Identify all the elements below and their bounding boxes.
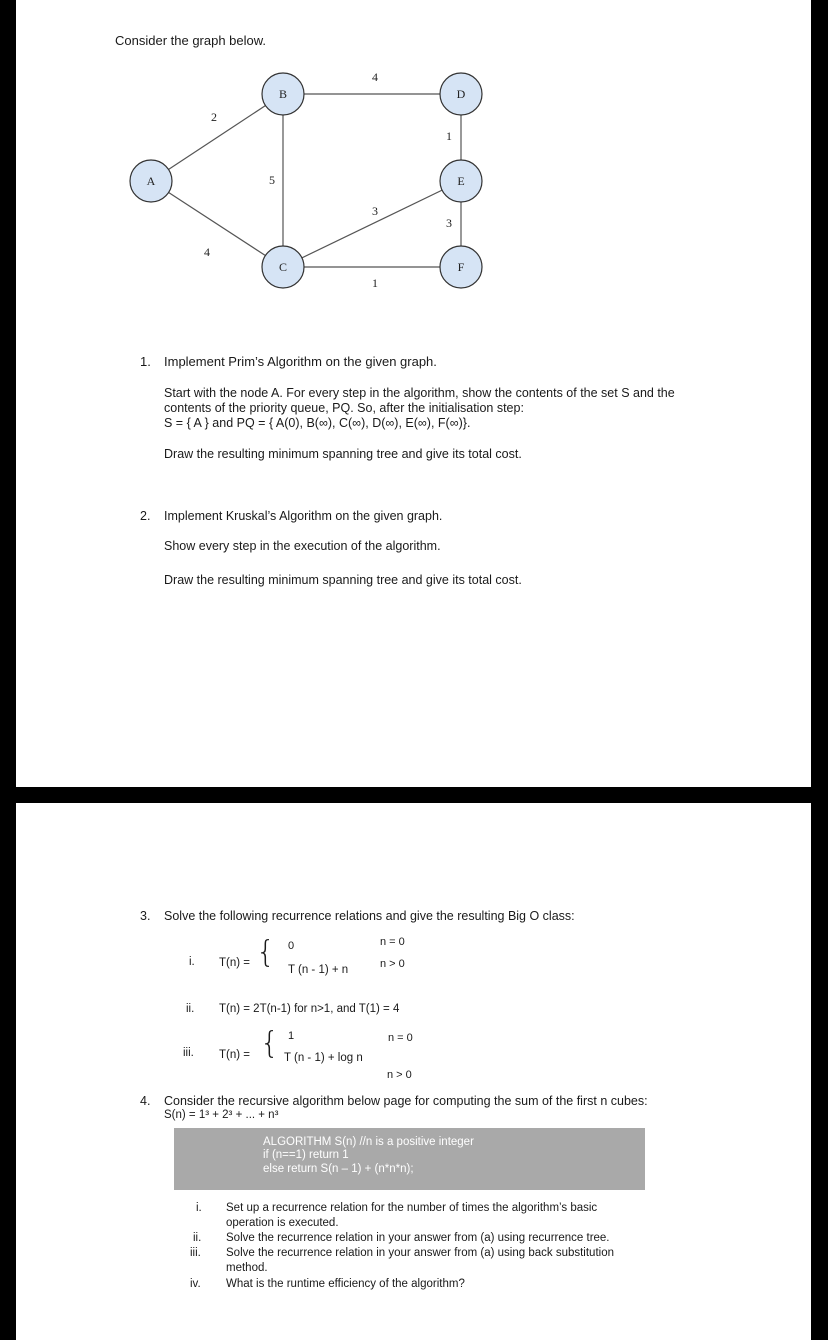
edge-weight-label: 1	[372, 275, 378, 290]
q4-item-number: iii.	[190, 1247, 201, 1259]
q3-number: 3.	[140, 909, 151, 923]
q4-line1: Consider the recursive algorithm below page for computing the sum of the first n cubes:	[164, 1094, 648, 1108]
q4-item-text: Solve the recurrence relation in your answer from (a) using recurrence tree.	[226, 1232, 610, 1244]
graph-node-label: D	[456, 86, 466, 101]
q3-i-cond2: n > 0	[380, 958, 405, 970]
edge-weight-label: 4	[204, 244, 210, 259]
q4-item-text: operation is executed.	[226, 1217, 339, 1229]
q1-para-line: contents of the priority queue, PQ. So, after the initialisation step:	[164, 401, 524, 415]
q3-ii-text: T(n) = 2T(n-1) for n>1, and T(1) = 4	[219, 1003, 400, 1015]
q3-iii-number: iii.	[183, 1047, 194, 1059]
q3-iii-case2: T (n - 1) + log n	[284, 1052, 363, 1064]
edge-weight-label: 4	[372, 69, 378, 84]
q1-draw-instruction: Draw the resulting minimum spanning tree and give its total cost.	[164, 447, 522, 461]
q3-iii-cond2: n > 0	[387, 1069, 412, 1081]
graph-node-label: C	[278, 259, 288, 274]
graph-node-label: F	[457, 259, 465, 274]
q2-number: 2.	[140, 509, 151, 523]
q3-i-lhs: T(n) =	[219, 957, 250, 969]
q2-title: Implement Kruskal’s Algorithm on the given graph.	[164, 509, 443, 523]
q2-steps-instruction: Show every step in the execution of the algorithm.	[164, 539, 441, 553]
q1-number: 1.	[140, 354, 151, 369]
algorithm-box	[174, 1128, 645, 1190]
page-1	[16, 0, 811, 787]
q4-item-number: iv.	[190, 1278, 201, 1290]
graph-node-label: E	[457, 173, 465, 188]
edge-weight-label: 3	[372, 203, 378, 218]
edge-weight-label: 5	[269, 172, 275, 187]
graph-edge-A-C	[151, 181, 283, 267]
q3-i-case1: 0	[288, 940, 295, 952]
algorithm-line: ALGORITHM S(n) //n is a positive integer	[263, 1136, 474, 1148]
q3-iii-lhs: T(n) =	[219, 1049, 250, 1061]
graph-edge-A-B	[151, 94, 283, 181]
q3-ii-number: ii.	[186, 1003, 195, 1015]
q4-item-number: i.	[196, 1202, 202, 1214]
q4-item-text: method.	[226, 1262, 268, 1274]
intro-text: Consider the graph below.	[115, 33, 267, 48]
edge-weight-label: 1	[446, 128, 452, 143]
q3-i-cond1: n = 0	[380, 936, 405, 948]
q4-item-text: What is the runtime efficiency of the algorithm?	[226, 1278, 465, 1290]
q3-i-number: i.	[189, 956, 195, 968]
q1-para-line: Start with the node A. For every step in the algorithm, show the contents of the set S and the	[164, 386, 675, 400]
graph-diagram	[16, 0, 811, 320]
q2-draw-instruction: Draw the resulting minimum spanning tree and give its total cost.	[164, 573, 522, 587]
q3-i-brace: {	[256, 935, 276, 970]
q3-iii-cond1: n = 0	[388, 1032, 413, 1044]
q4-item-text: Solve the recurrence relation in your answer from (a) using back substitution	[226, 1247, 614, 1259]
q3-title: Solve the following recurrence relations and give the resulting Big O class:	[164, 909, 575, 923]
q4-item-number: ii.	[193, 1232, 202, 1244]
edge-weight-label: 3	[446, 215, 452, 230]
q3-iii-brace: {	[260, 1026, 280, 1061]
edge-weight-label: 2	[211, 109, 217, 124]
graph-node-label: B	[278, 86, 288, 101]
page-2	[16, 803, 811, 1340]
q3-i-case2: T (n - 1) + n	[288, 964, 349, 976]
q1-title: Implement Prim’s Algorithm on the given graph.	[164, 354, 437, 369]
q4-item-text: Set up a recurrence relation for the number of times the algorithm’s basic	[226, 1202, 598, 1214]
graph-edge-C-E	[283, 181, 461, 267]
algorithm-line: else return S(n – 1) + (n*n*n);	[263, 1163, 414, 1175]
algorithm-line: if (n==1) return 1	[263, 1149, 349, 1161]
q4-number: 4.	[140, 1094, 151, 1108]
q1-para-line: S = { A } and PQ = { A(0), B(∞), C(∞), D(∞), E(∞), F(∞)}.	[164, 416, 471, 430]
q3-iii-case1: 1	[288, 1030, 295, 1042]
q4-line2: S(n) = 1³ + 2³ + ... + n³	[164, 1109, 279, 1121]
graph-node-label: A	[146, 173, 156, 188]
